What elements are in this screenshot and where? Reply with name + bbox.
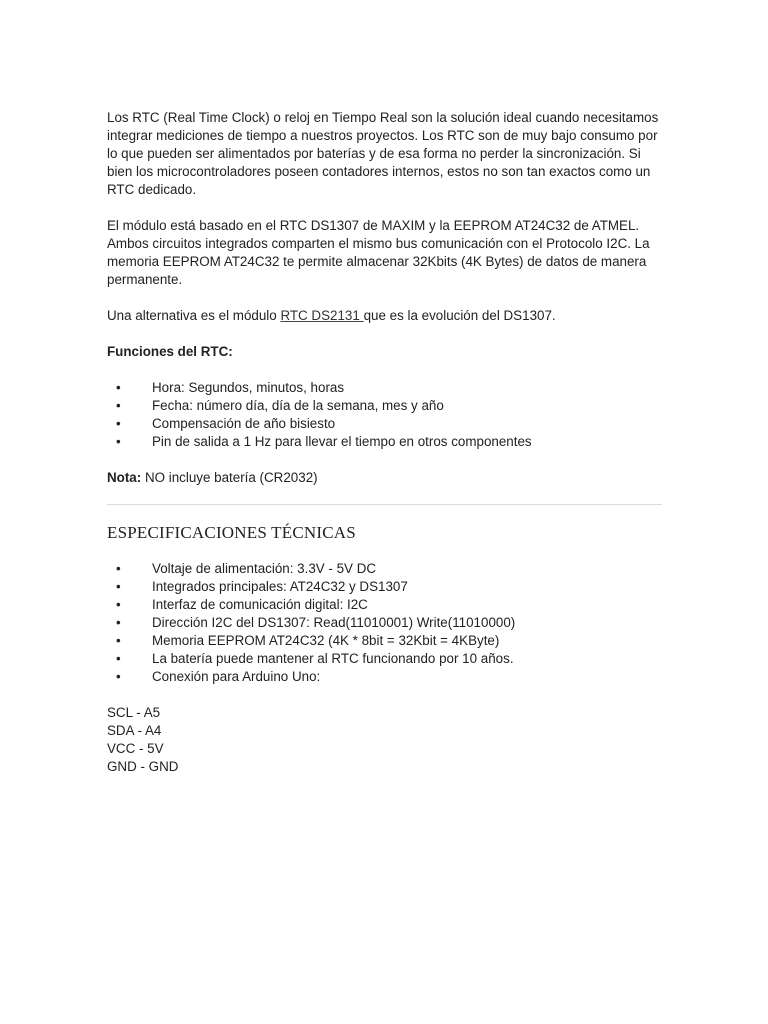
list-item <box>107 668 662 686</box>
list-item <box>107 614 662 632</box>
pin-line: VCC - 5V <box>107 741 164 756</box>
list-item <box>107 379 662 397</box>
list-item <box>107 650 662 668</box>
list-item-text: Conexión para Arduino Uno: <box>152 669 321 684</box>
intro-paragraph-3 <box>107 307 662 325</box>
bullet-icon: • <box>116 633 121 648</box>
specs-list <box>107 560 662 686</box>
list-item <box>107 433 662 451</box>
pin-line: SCL - A5 <box>107 705 161 720</box>
bullet-icon: • <box>116 434 121 449</box>
list-item <box>107 596 662 614</box>
spacer <box>107 361 662 379</box>
spacer <box>107 199 662 217</box>
bullet-icon: • <box>116 615 121 630</box>
list-item-text: Voltaje de alimentación: 3.3V - 5V DC <box>152 561 377 576</box>
functions-title: Funciones del RTC: <box>107 344 233 359</box>
bullet-icon: • <box>116 416 121 431</box>
list-item-text: La batería puede mantener al RTC funcionando por 10 años. <box>152 651 514 666</box>
list-item <box>107 578 662 596</box>
list-item <box>107 397 662 415</box>
specs-heading: ESPECIFICACIONES TÉCNICAS <box>107 523 356 542</box>
document-page <box>107 109 662 776</box>
spacer <box>107 686 662 704</box>
note <box>107 469 662 487</box>
bullet-icon: • <box>116 597 121 612</box>
list-item-text: Interfaz de comunicación digital: I2C <box>152 597 368 612</box>
intro-paragraph-1: Los RTC (Real Time Clock) o reloj en Tiempo Real son la solución ideal cuando necesitamos integrar mediciones de tiempo a nuestros proyectos. Los RTC son de muy bajo consumo por lo que pueden ser alimentados por baterías y de esa forma no perder la sincronización. Si bien los microcontroladores poseen contadores internos, estos no son tan exactos como un RTC dedicado. <box>107 110 659 197</box>
bullet-icon: • <box>116 561 121 576</box>
spacer <box>107 487 662 504</box>
spacer <box>107 451 662 469</box>
list-item-text: Dirección I2C del DS1307: Read(11010001) Write(11010000) <box>152 615 516 630</box>
list-item-text: Pin de salida a 1 Hz para llevar el tiempo en otros componentes <box>152 434 532 449</box>
list-item-text: Compensación de año bisiesto <box>152 416 336 431</box>
alternative-text: Una alternativa es el módulo <box>107 308 281 323</box>
rtc-ds2131-link[interactable]: RTC DS2131 <box>280 308 364 323</box>
list-item <box>107 632 662 650</box>
bullet-icon: • <box>116 579 121 594</box>
spacer <box>107 289 662 307</box>
bullet-icon: • <box>116 669 121 684</box>
spacer <box>107 544 662 560</box>
list-item <box>107 415 662 433</box>
bullet-icon: • <box>116 398 121 413</box>
note-label: Nota: <box>107 470 142 485</box>
spacer <box>107 325 662 343</box>
list-item-text: Fecha: número día, día de la semana, mes y año <box>152 398 444 413</box>
note-text: NO incluye batería (CR2032) <box>141 470 318 485</box>
spacer <box>107 505 662 522</box>
pin-line: SDA - A4 <box>107 723 162 738</box>
intro-paragraph-2: El módulo está basado en el RTC DS1307 de MAXIM y la EEPROM AT24C32 de ATMEL. Ambos circuitos integrados comparten el mismo bus comunicación con el Protocolo I2C. La memoria EEPROM AT24C32 te permite almacenar 32Kbits (4K Bytes) de datos de manera permanente. <box>107 218 650 287</box>
alternative-text-end: que es la evolución del DS1307. <box>363 308 556 323</box>
bullet-icon: • <box>116 651 121 666</box>
pin-line: GND - GND <box>107 759 179 774</box>
list-item-text: Hora: Segundos, minutos, horas <box>152 380 345 395</box>
functions-list <box>107 379 662 451</box>
list-item-text: Memoria EEPROM AT24C32 (4K * 8bit = 32Kbit = 4KByte) <box>152 633 500 648</box>
bullet-icon: • <box>116 380 121 395</box>
list-item <box>107 560 662 578</box>
list-item-text: Integrados principales: AT24C32 y DS1307 <box>152 579 408 594</box>
